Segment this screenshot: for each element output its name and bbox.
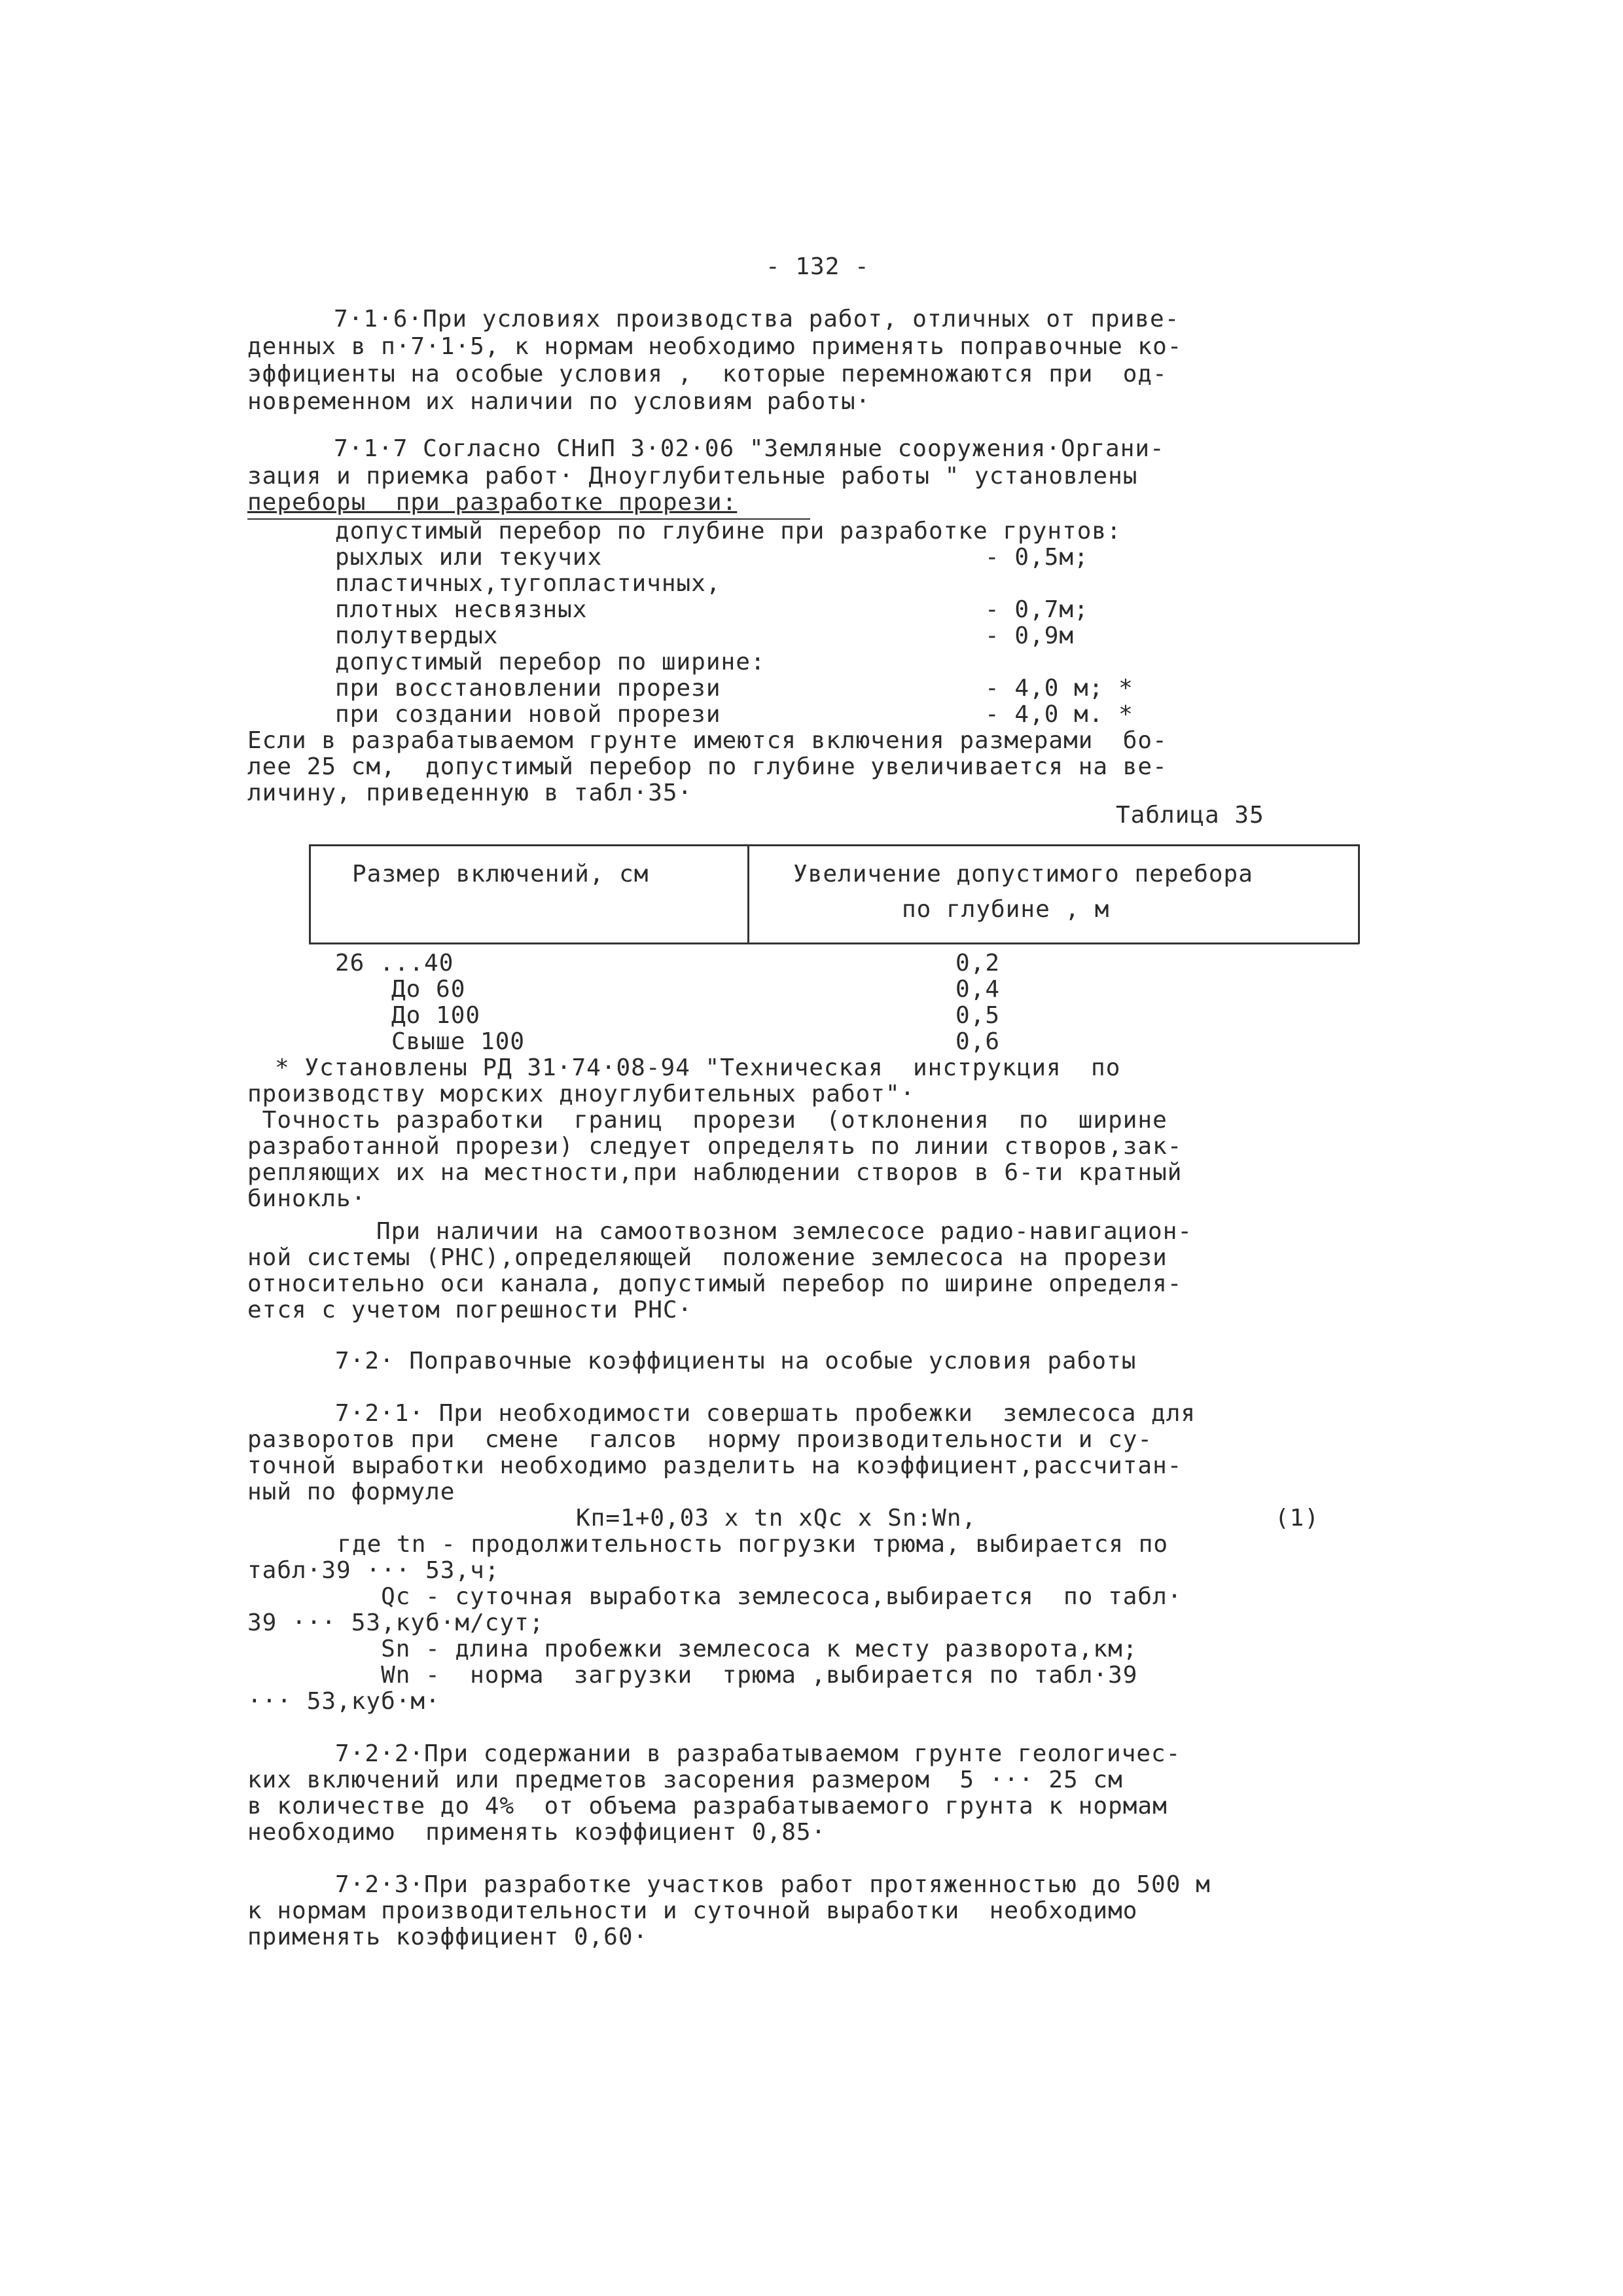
rns-line: ется с учетом погрешности РНС·: [247, 1297, 693, 1323]
formula-where-line: 39 ··· 53,куб·м/сут;: [247, 1609, 544, 1636]
overdig-label: при создании новой прорези: [335, 701, 721, 728]
paragraph-7-2-3-line: 7·2·3·При разработке участков работ протяженностью до 500 м: [335, 1871, 1211, 1898]
table-cell-size: До 60: [391, 976, 466, 1003]
table-top-border: [309, 844, 1359, 846]
formula-where-line: ··· 53,куб·м·: [247, 1688, 440, 1715]
table-column-divider: [747, 844, 749, 944]
inclusions-line: Если в разрабатываемом грунте имеются включения размерами бо-: [247, 727, 1168, 754]
paragraph-7-2-1-line: ный по формуле: [247, 1479, 455, 1505]
paragraph-7-1-6-line: эффициенты на особые условия , которые перемножаются при од-: [247, 361, 1168, 387]
formula-where-line: Wn - норма загрузки трюма ,выбирается по табл·39: [247, 1662, 1138, 1689]
overdig-label: допустимый перебор по глубине при разработке грунтов:: [335, 518, 1122, 545]
paragraph-7-2-3-line: применять коэффициент 0,60·: [247, 1924, 649, 1950]
overdig-label: при восстановлении прорези: [335, 675, 721, 702]
footnote-line: * Установлены РД 31·74·08-94 "Техническая инструкция по: [275, 1054, 1121, 1081]
paragraph-7-1-7-line: 7·1·7 Согласно СНиП 3·02·06 "Земляные сооружения·Органи-: [334, 435, 1165, 462]
formula-number: (1): [1275, 1505, 1320, 1532]
formula: Кп=1+0,03 х tn хQc х Sn:Wn,: [576, 1505, 977, 1532]
rns-line: При наличии на самоотвозном землесосе радио-навигацион-: [376, 1218, 1193, 1245]
table-caption: Таблица 35: [1116, 802, 1264, 829]
formula-where-line: Qc - суточная выработка землесоса,выбирается по табл·: [247, 1583, 1183, 1610]
formula-where-line: табл·39 ··· 53,ч;: [247, 1557, 500, 1584]
paragraph-7-2-1-line: точной выработки необходимо разделить на коэффициент,рассчитан-: [247, 1452, 1183, 1479]
paragraph-7-2-2-line: в количестве до 4% от объема разрабатываемого грунта к нормам: [247, 1793, 1168, 1820]
table-header-bottom-border: [309, 942, 1359, 944]
table-cell-size: Свыше 100: [391, 1028, 526, 1055]
overdig-value: - 0,9м: [985, 622, 1075, 649]
overdig-value: - 0,7м;: [985, 596, 1089, 623]
table-header-size: Размер включений, см: [352, 861, 649, 888]
table-right-border: [1358, 844, 1360, 944]
paragraph-7-1-7-line: переборы при разработке прорези:: [247, 489, 738, 516]
paragraph-7-2-3-line: к нормам производительности и суточной выработки необходимо: [247, 1897, 1138, 1924]
table-left-border: [309, 844, 311, 944]
paragraph-7-1-6-line: 7·1·6·При условиях производства работ, отличных от приве-: [334, 306, 1180, 332]
inclusions-line: личину, приведенную в табл·35·: [247, 780, 693, 806]
overdig-label: плотных несвязных: [335, 596, 588, 623]
overdig-label: рыхлых или текучих: [335, 544, 603, 571]
table-cell-increase: 0,4: [955, 976, 1001, 1003]
accuracy-line: репляющих их на местности,при наблюдении створов в 6-ти кратный: [247, 1159, 1183, 1186]
formula-where-line: где tn - продолжительность погрузки трюма, выбирается по: [308, 1531, 1169, 1558]
paragraph-7-2-2-line: ких включений или предметов засорения размером 5 ··· 25 см: [247, 1767, 1123, 1793]
paragraph-7-1-6-line: денных в п·7·1·5, к нормам необходимо применять поправочные ко-: [247, 333, 1183, 360]
table-header-increase: Увеличение допустимого перебора: [793, 861, 1253, 888]
table-cell-increase: 0,2: [955, 950, 1001, 977]
page-number: - 132 -: [766, 253, 870, 280]
accuracy-line: разработанной прорези) следует определять по линии створов,зак-: [247, 1133, 1183, 1160]
table-cell-size: До 100: [391, 1002, 481, 1029]
section-7-2-title: 7·2· Поправочные коэффициенты на особые условия работы: [335, 1348, 1137, 1374]
accuracy-line: бинокль·: [247, 1185, 366, 1212]
paragraph-7-2-2-line: 7·2·2·При содержании в разрабатываемом грунте геологичес-: [335, 1740, 1181, 1767]
overdig-value: - 4,0 м; *: [985, 675, 1133, 702]
table-header-increase-unit: по глубине , м: [902, 896, 1110, 923]
footnote-line: производству морских дноуглубительных работ"·: [247, 1081, 916, 1107]
paragraph-7-2-2-line: необходимо применять коэффициент 0,85·: [247, 1819, 827, 1846]
table-cell-increase: 0,6: [955, 1028, 1001, 1055]
rns-line: ной системы (РНС),определяющей положение землесоса на прорези: [247, 1244, 1168, 1271]
paragraph-7-2-1-line: 7·2·1· При необходимости совершать пробежки землесоса для: [335, 1400, 1196, 1427]
inclusions-line: лее 25 см, допустимый перебор по глубине увеличивается на ве-: [247, 753, 1168, 780]
table-cell-increase: 0,5: [955, 1002, 1001, 1029]
overdig-label: пластичных,тугопластичных,: [335, 570, 721, 597]
overdig-value: - 4,0 м. *: [985, 701, 1133, 728]
paragraph-7-1-7-line: зация и приемка работ· Дноуглубительные работы " установлены: [247, 463, 1138, 490]
overdig-label: полутвердых: [335, 622, 499, 649]
paragraph-7-2-1-line: разворотов при смене галсов норму производительности и су-: [247, 1426, 1153, 1453]
overdig-value: - 0,5м;: [985, 544, 1089, 571]
accuracy-line: Точность разработки границ прорези (отклонения по ширине: [247, 1107, 1168, 1134]
formula-where-line: Sn - длина пробежки землесоса к месту разворота,км;: [247, 1636, 1138, 1662]
paragraph-7-1-6-line: новременном их наличии по условиям работы·: [247, 388, 871, 415]
rns-line: относительно оси канала, допустимый перебор по ширине определя-: [247, 1270, 1183, 1297]
overdig-label: допустимый перебор по ширине:: [335, 649, 766, 675]
table-cell-size: 26 ...40: [335, 950, 454, 977]
